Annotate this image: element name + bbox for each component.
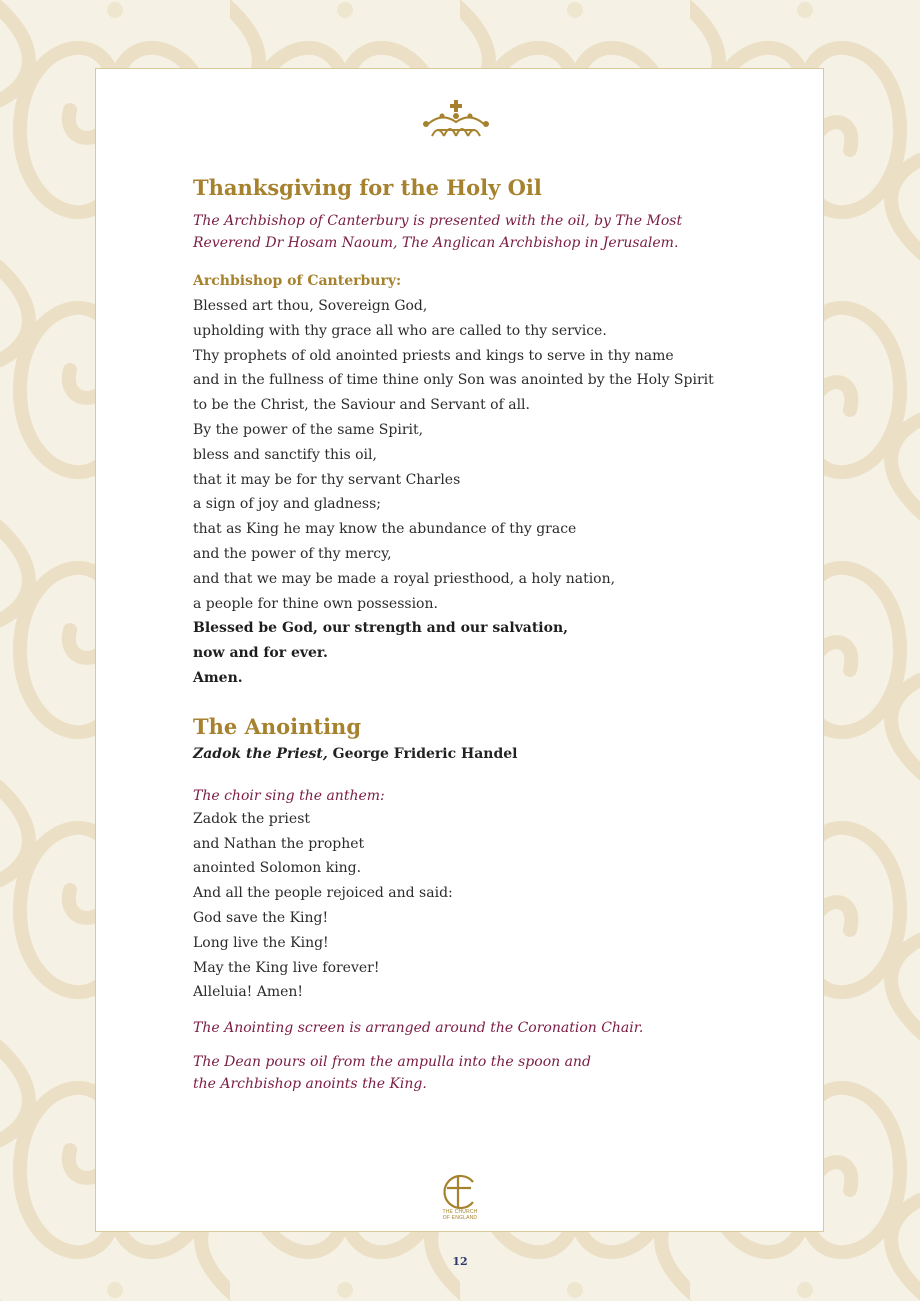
church-of-england-wordmark: [430, 1209, 490, 1221]
logo-text-line: THE CHURCH: [442, 1209, 478, 1215]
prayer-line: By the power of the same Spirit,: [193, 421, 424, 438]
prayer-line: to be the Christ, the Saviour and Servant of all.: [193, 397, 530, 414]
crown-icon: [422, 98, 490, 142]
anthem-line: God save the King!: [193, 909, 329, 926]
prayer-line: Thy prophets of old anointed priests and kings to serve in thy name: [193, 347, 674, 364]
anthem-title: Zadok the Priest,: [193, 745, 328, 762]
response-line: now and for ever.: [193, 645, 328, 662]
anthem-line: And all the people rejoiced and said:: [193, 885, 453, 902]
prayer-line: bless and sanctify this oil,: [193, 446, 377, 463]
speaker-label: Archbishop of Canterbury:: [193, 273, 402, 289]
prayer-line: Blessed art thou, Sovereign God,: [193, 298, 428, 314]
prayer-line: that it may be for thy servant Charles: [193, 471, 461, 488]
liturgy-content: [193, 172, 773, 1095]
response-line: Amen.: [193, 669, 243, 686]
prayer-line: and the power of thy mercy,: [193, 545, 392, 562]
page-number: 12: [452, 1255, 468, 1268]
anthem-line: and Nathan the prophet: [193, 835, 365, 852]
rubric-line: The Archbishop of Canterbury is presented with the oil, by The Most: [193, 213, 683, 229]
anthem-line: Zadok the priest: [193, 810, 311, 827]
rubric-line: The Dean pours oil from the ampulla into the spoon and: [193, 1054, 591, 1071]
anthem-lines: [193, 807, 773, 1005]
prayer-line: and in the fullness of time thine only Son was anointed by the Holy Spirit: [193, 372, 714, 389]
rubric-choir: The choir sing the anthem:: [193, 787, 385, 804]
section-title-anointing: The Anointing: [193, 713, 362, 739]
composer-name: George Frideric Handel: [332, 745, 518, 762]
prayer-line: upholding with thy grace all who are called to thy service.: [193, 322, 607, 339]
rubric-presentation: [193, 210, 773, 254]
anthem-line: May the King live forever!: [193, 959, 380, 976]
anthem-line: Alleluia! Amen!: [193, 984, 304, 1001]
prayer-line: a sign of joy and gladness;: [193, 496, 381, 513]
anthem-line: Long live the King!: [193, 934, 329, 951]
anthem-credit: [193, 743, 773, 765]
anthem-line: anointed Solomon king.: [193, 860, 362, 877]
rubric-line: Reverend Dr Hosam Naoum, The Anglican Archbishop in Jerusalem.: [193, 235, 679, 251]
section-title-holy-oil: Thanksgiving for the Holy Oil: [193, 175, 542, 200]
prayer-line: and that we may be made a royal priesthood, a holy nation,: [193, 570, 616, 587]
prayer-lines: [193, 294, 773, 691]
prayer-line: that as King he may know the abundance of thy grace: [193, 521, 577, 538]
rubric-line: the Archbishop anoints the King.: [193, 1076, 427, 1093]
response-line: Blessed be God, our strength and our salvation,: [193, 620, 569, 637]
prayer-line: a people for thine own possession.: [193, 595, 438, 612]
rubric-dean: [193, 1051, 773, 1095]
rubric-screen: The Anointing screen is arranged around the Coronation Chair.: [193, 1020, 644, 1037]
logo-text-line: OF ENGLAND: [442, 1215, 478, 1221]
